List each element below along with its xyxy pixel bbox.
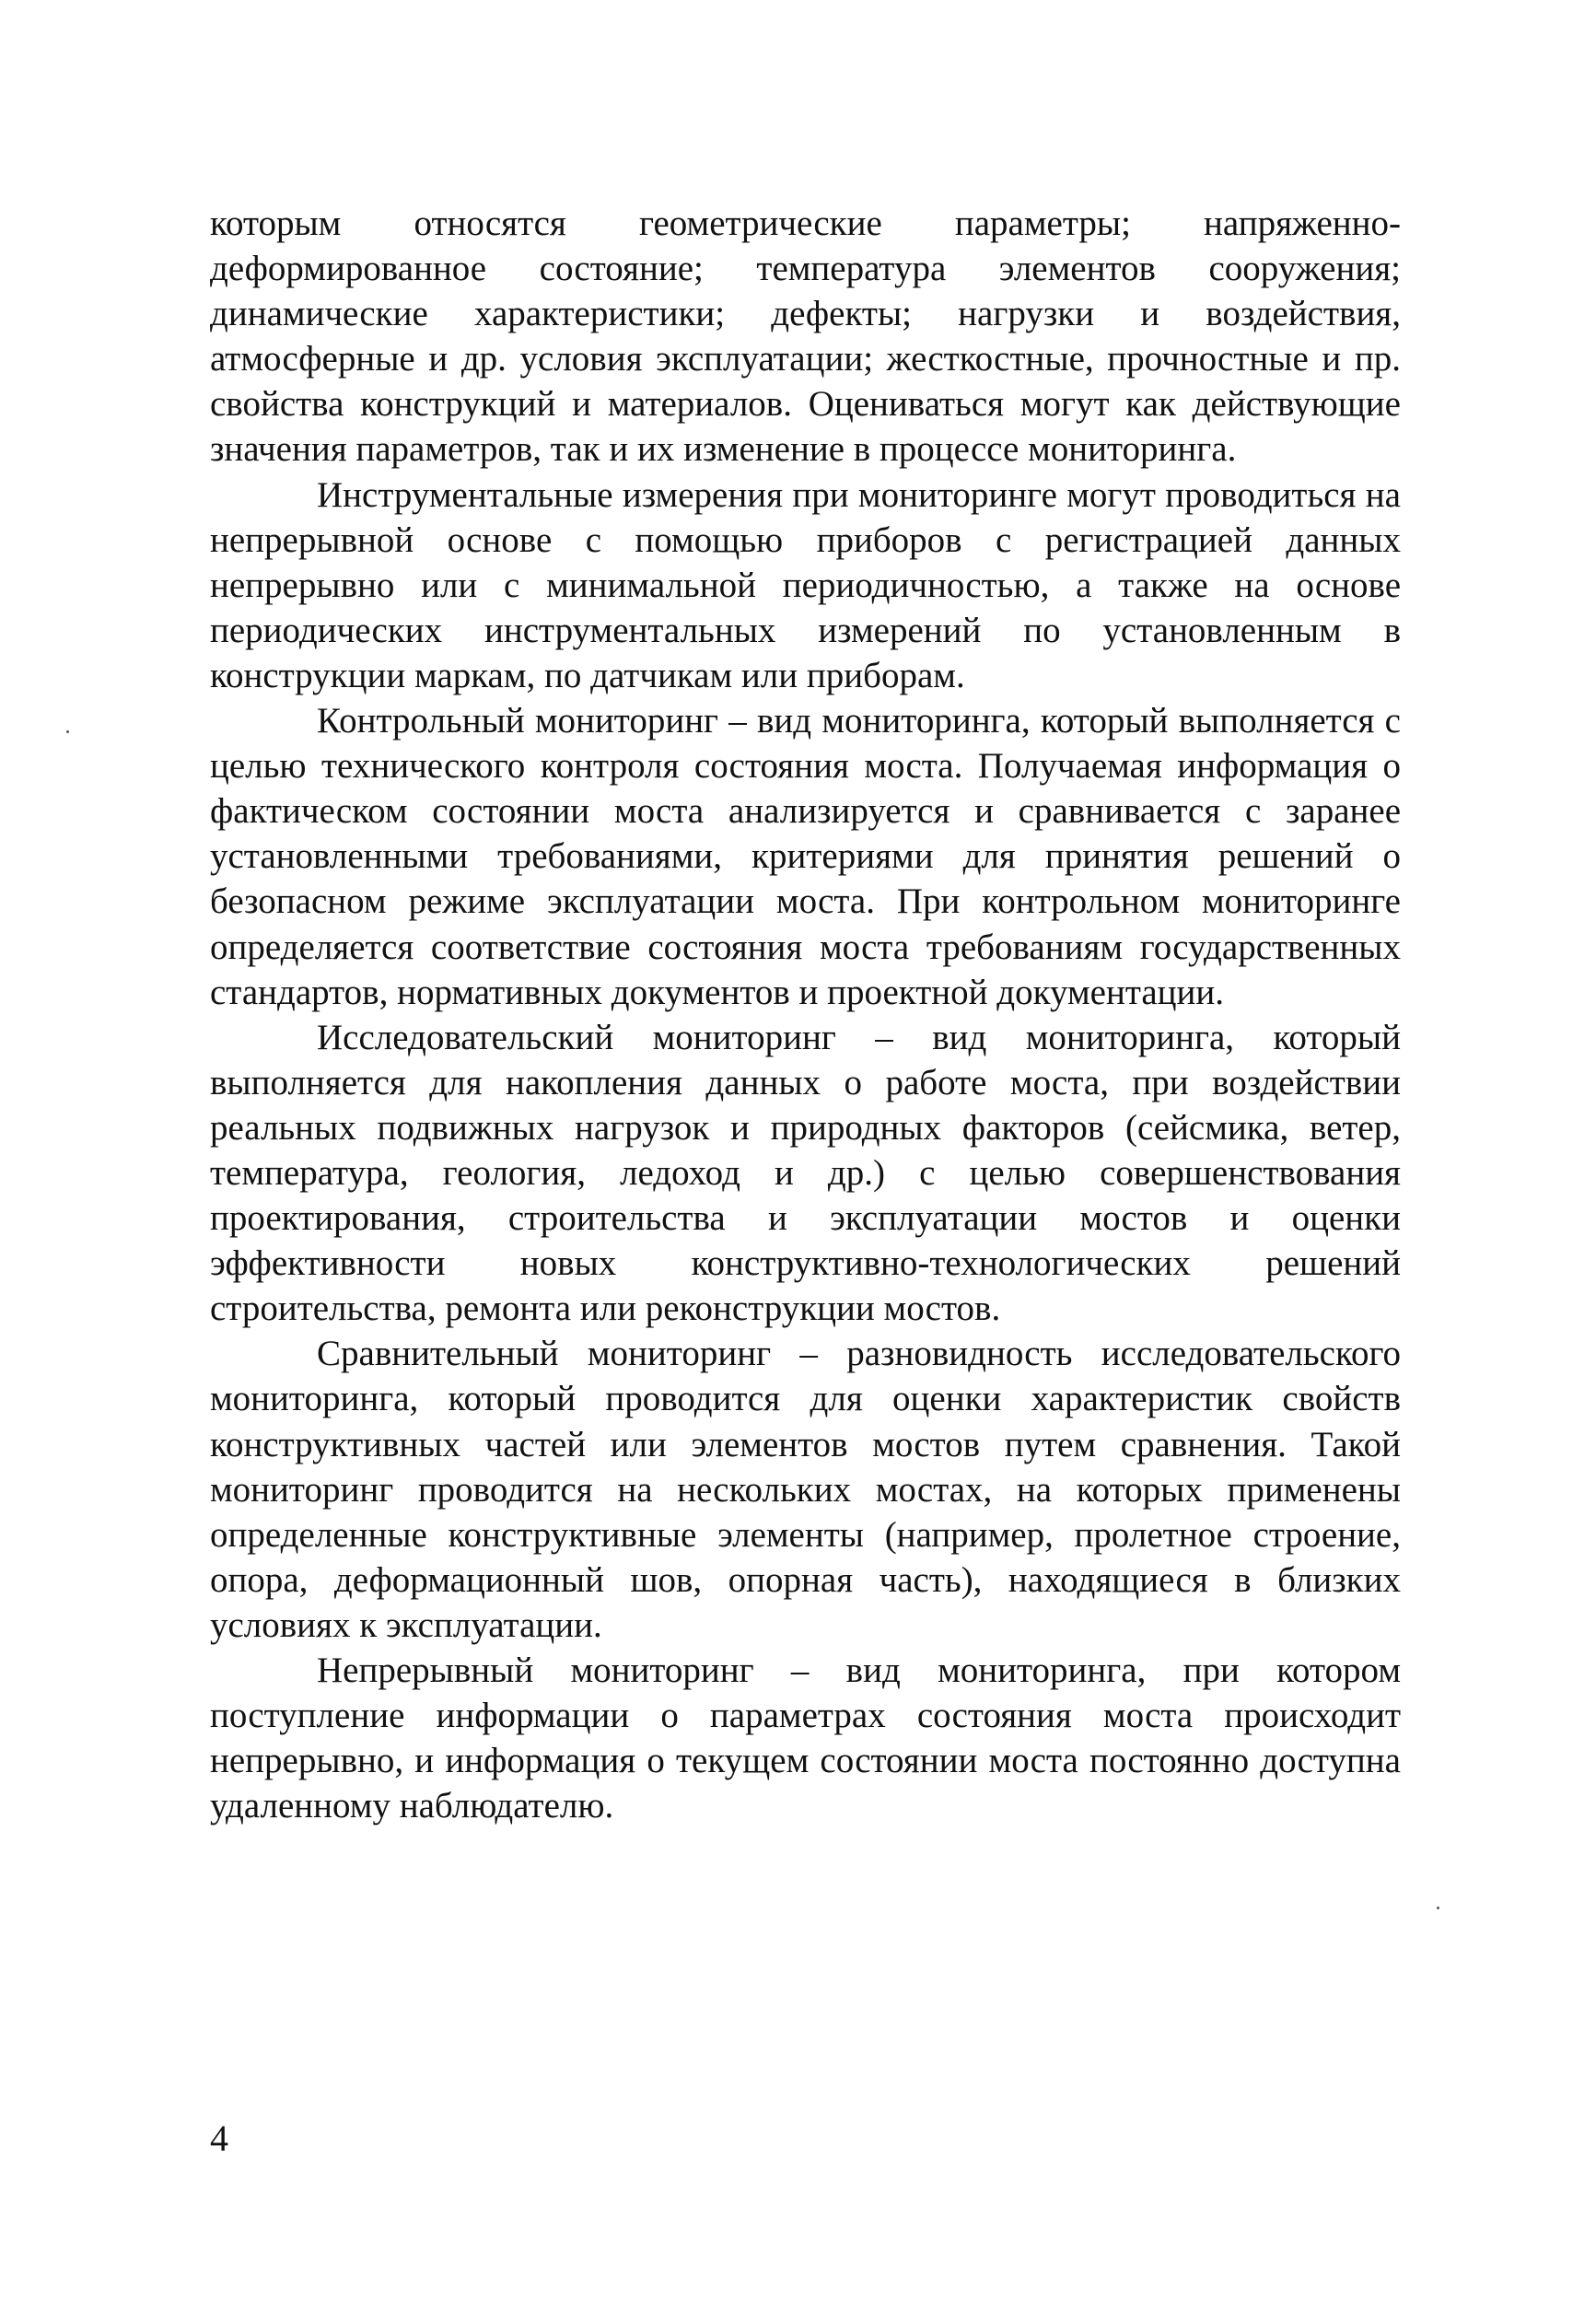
scan-speck-left <box>66 730 69 733</box>
page-number: 4 <box>210 2117 228 2159</box>
paragraph-control-monitoring: Контрольный мониторинг – вид мониторинга, который выполняется с целью технического контроля состояния моста. Получаемая информация о фактическом состоянии моста анализируется и сравнивается с заранее установленными требованиями, критериями для принятия решений о безопасном режиме эксплуатации моста. При контрольном мониторинге определяется соответствие состояния моста требованиям государственных стандартов, нормативных документов и проектной документации. <box>210 701 1401 1012</box>
paragraph-continuation: которым относятся геометрические параметры; напряженно-деформированное состояние; температура элементов сооружения; динамические характеристики; дефекты; нагрузки и воздействия, атмосферные и др. условия эксплуатации; жесткостные, прочностные и пр. свойства конструкций и материалов. Оцениваться могут как действующие значения параметров, так и их изменение в процессе мониторинга. <box>210 204 1401 470</box>
body-text <box>210 201 1401 1828</box>
paragraph-instrumental-measurements: Инструментальные измерения при мониторинге могут проводиться на непрерывной основе с помощью приборов с регистрацией данных непрерывно или с минимальной периодичностью, а также на основе периодических инструментальных измерений по установленным в конструкции маркам, по датчикам или приборам. <box>210 474 1401 695</box>
scan-speck-right <box>1437 1907 1439 1909</box>
paragraph-comparative-monitoring: Сравнительный мониторинг – разновидность исследовательского мониторинга, который проводится для оценки характеристик свойств конструктивных частей или элементов мостов путем сравнения. Такой мониторинг проводится на нескольких мостах, на которых применены определенные конструктивные элементы (например, пролетное строение, опора, деформационный шов, опорная часть), находящиеся в близких условиях к эксплуатации. <box>210 1334 1401 1645</box>
paragraph-continuous-monitoring: Непрерывный мониторинг – вид мониторинга, при котором поступление информации о параметрах состояния моста происходит непрерывно, и информация о текущем состоянии моста постоянно доступна удаленному наблюдателю. <box>210 1651 1401 1826</box>
paragraph-research-monitoring: Исследовательский мониторинг – вид мониторинга, который выполняется для накопления данных о работе моста, при воздействии реальных подвижных нагрузок и природных факторов (сейсмика, ветер, температура, геология, ледоход и др.) с целью совершенствования проектирования, строительства и эксплуатации мостов и оценки эффективности новых конструктивно-технологических решений строительства, ремонта или реконструкции мостов. <box>210 1017 1401 1329</box>
